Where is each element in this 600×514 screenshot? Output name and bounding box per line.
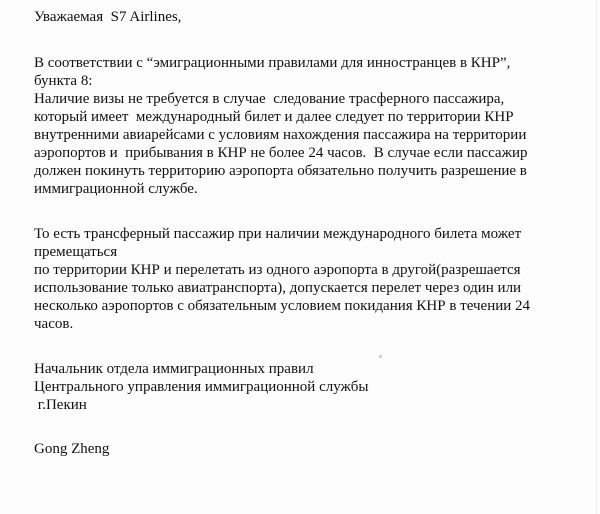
paragraph1-line: аэропортов и прибывания в КНР не более 24 часов. В случае если пассажир: [34, 145, 528, 161]
intro-line-1: В соответствии с “эмиграционными правилами для инностранцев в КНР”,: [34, 55, 511, 71]
paragraph2-line: То есть трансферный пассажир при наличии международного билета может: [34, 226, 522, 242]
paragraph1-line: иммиграционной службе.: [34, 181, 198, 197]
paragraph1-line: внутренними авиарейсами с условиям нахождения пассажира на территории: [34, 127, 527, 143]
signature-title-line-2: Центрального управления иммиграционной службы: [34, 379, 369, 395]
paragraph1-line: Наличие визы не требуется в случае следование трасферного пассажира,: [34, 91, 505, 107]
paragraph2-line: премещаться: [34, 244, 118, 260]
paragraph1-line: должен покинуть территорию аэропорта обязательно получить разрешение в: [34, 163, 527, 179]
scan-edge: [596, 0, 597, 514]
signature-title-line-1: Начальник отдела иммиграционных правил: [34, 361, 314, 377]
paragraph2-line: несколько аэропортов с обязательным условием покидания КНР в течении 24: [34, 298, 531, 314]
greeting: Уважаемая S7 Airlines,: [34, 9, 182, 25]
signature-name: Gong Zheng: [34, 441, 110, 457]
paragraph2-line: часов.: [34, 316, 74, 332]
paragraph1-line: который имеет международный билет и далее следует по территории КНР: [34, 109, 514, 125]
intro-line-2: бункта 8:: [34, 73, 93, 89]
scan-speck: [379, 355, 382, 358]
signature-city: г.Пекин: [34, 397, 87, 413]
paragraph2-line: по территории КНР и перелетать из одного аэропорта в другой(разрешается: [34, 262, 521, 278]
paragraph2-line: использование только авиатранспорта), допускается перелет через один или: [34, 280, 522, 296]
